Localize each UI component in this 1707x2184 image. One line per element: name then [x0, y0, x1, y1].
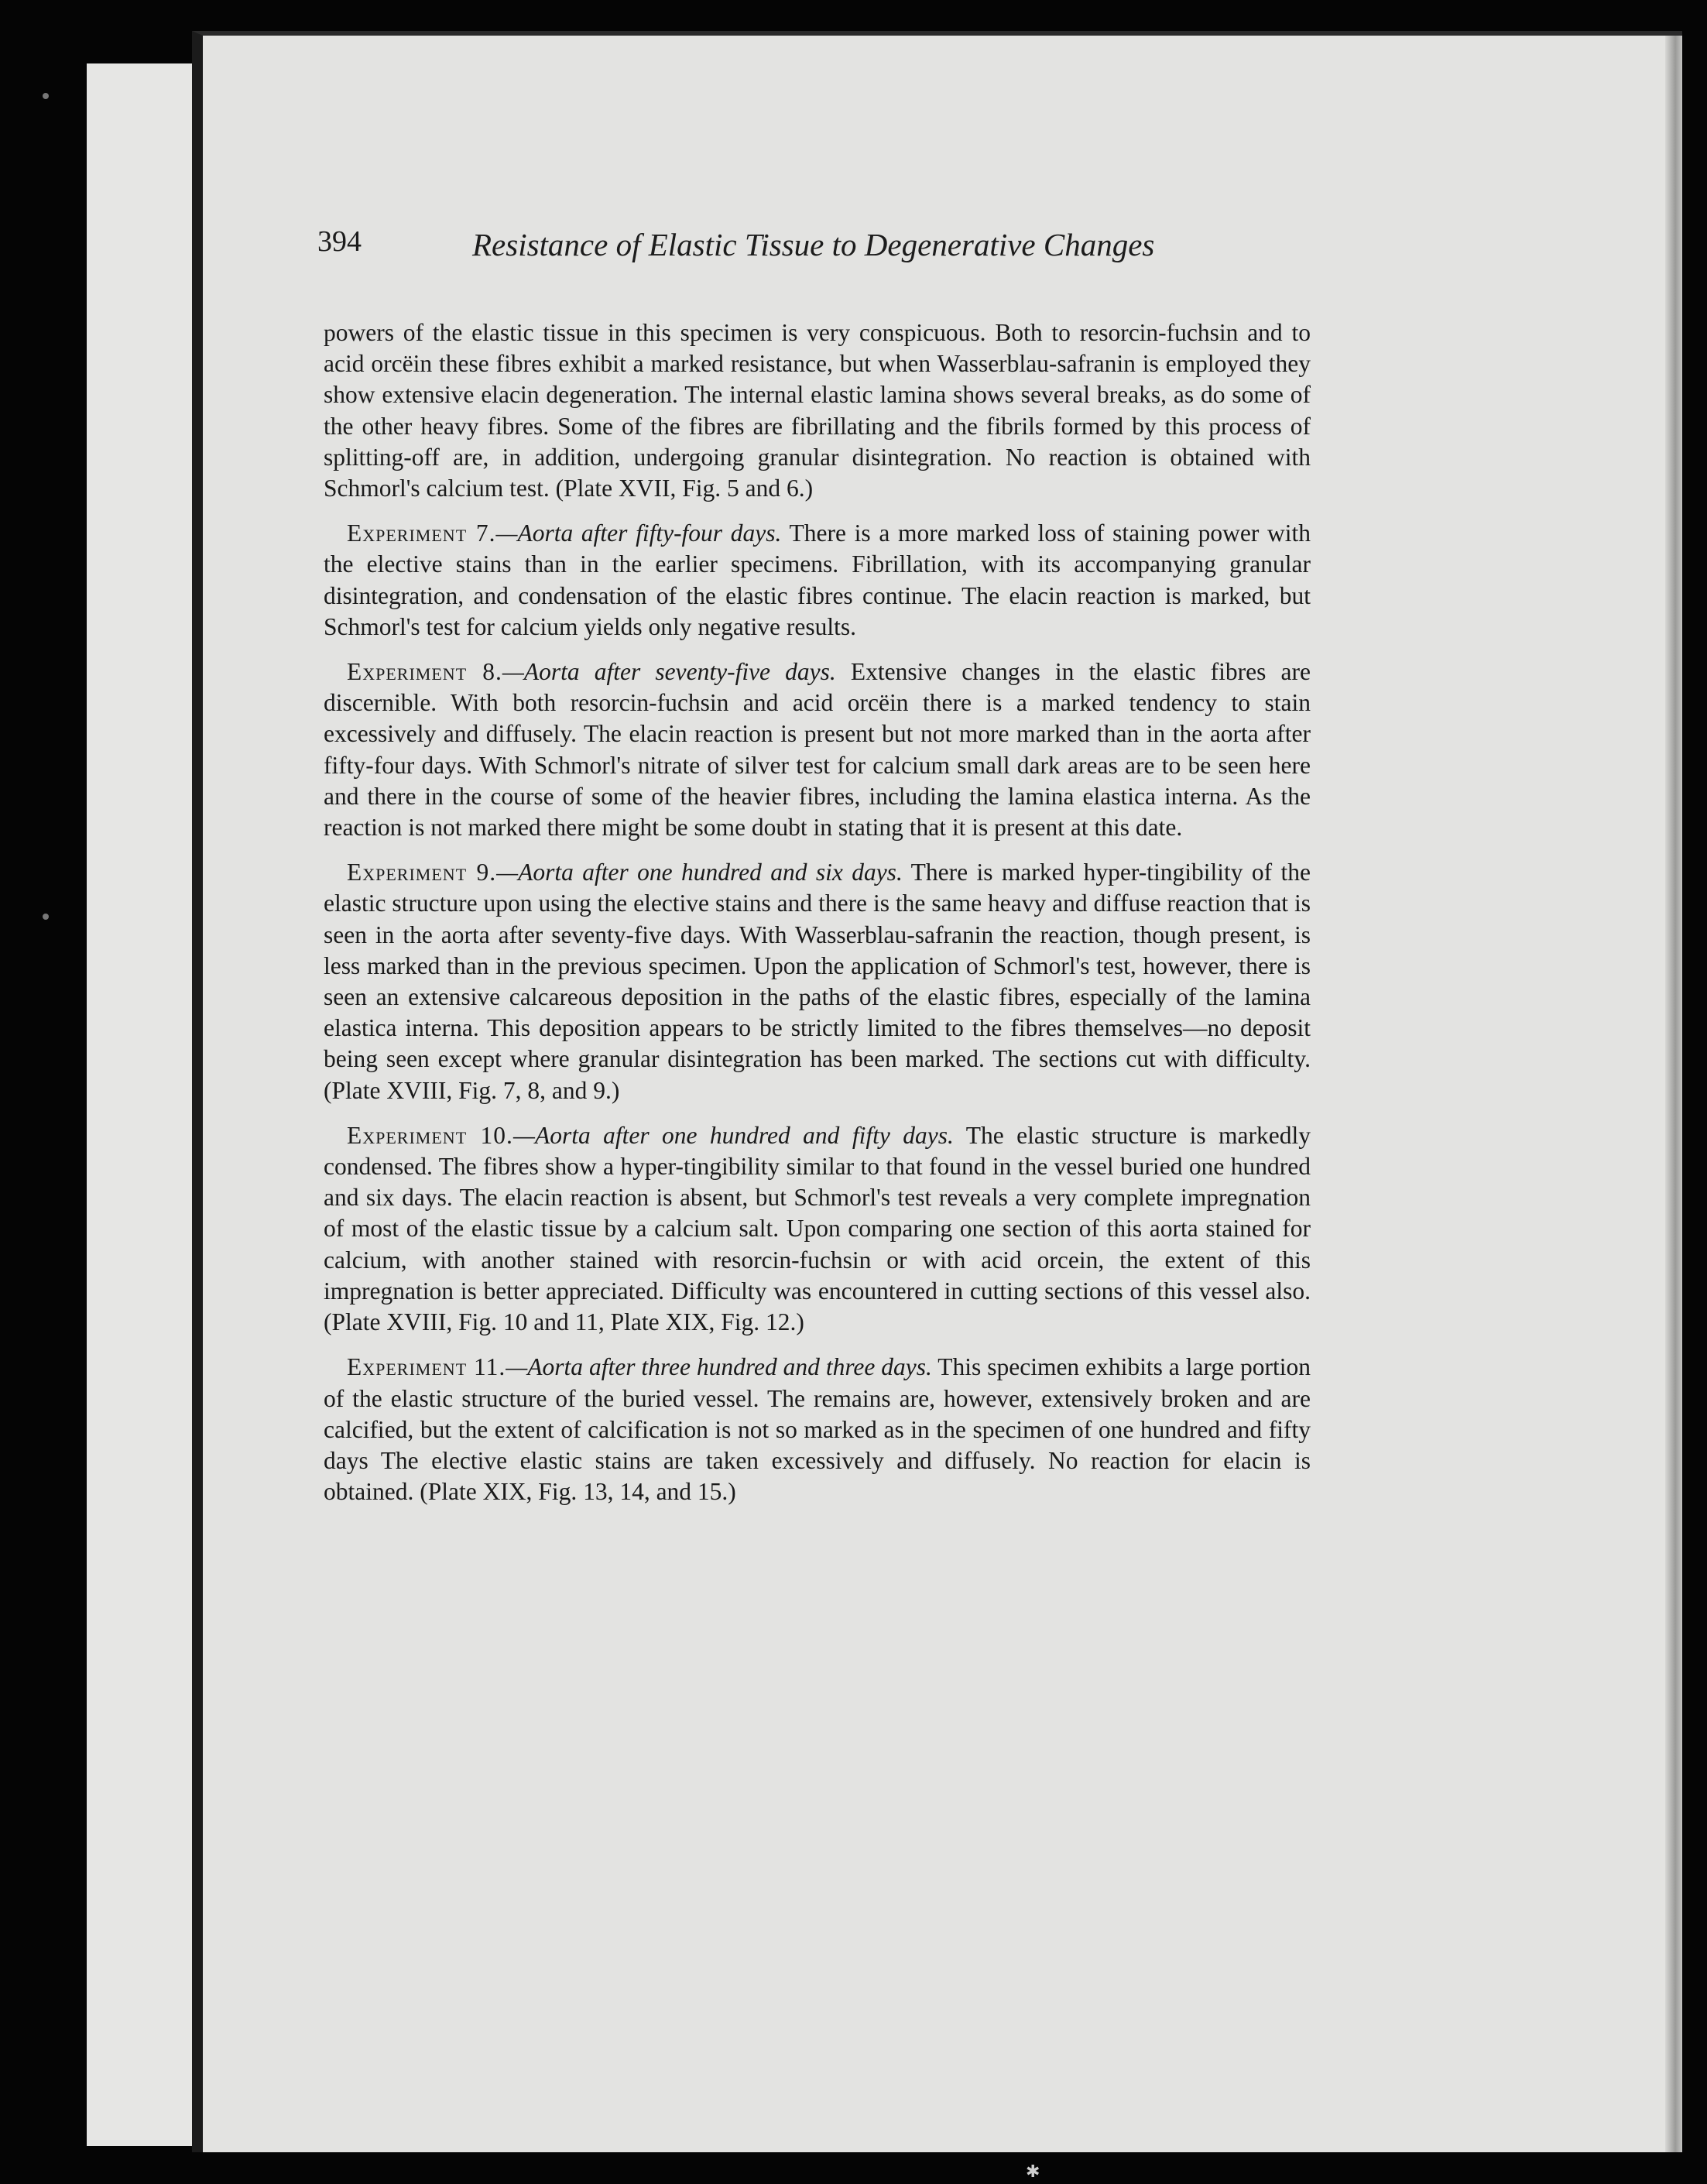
paragraph-text: This specimen exhibits a large portion of the elastic structure of the buried vessel. The remains are, however, extensively broken and are calcified, but the extent of calcification is not so marked as in the specimen of one hundred and fifty days The elective elastic stains are taken excessively and diffusely. No reaction for elacin is obtained. (Plate XIX, Fig. 13, 14, and 15.): [324, 1353, 1311, 1506]
experiment-11-paragraph: [324, 1352, 1311, 1507]
experiment-label: Experiment 9.: [347, 859, 497, 886]
experiment-label: Experiment 8.: [347, 658, 502, 686]
paragraph-text: Extensive changes in the elastic fibres are discernible. With both resorcin-fuchsin and acid orcëin there is a marked tendency to stain excessively and diffusely. The elacin reaction is present but not more marked than in the aorta after fifty-four days. With Schmorl's nitrate of silver test for calcium small dark areas are to be seen here and there in the course of some of the heavier fibres, including the lamina elastica interna. As the reaction is not marked there might be some doubt in stating that it is present at this date.: [324, 658, 1311, 842]
experiment-8-paragraph: [324, 657, 1311, 843]
scan-mark-icon: ✱: [1026, 2162, 1040, 2181]
page-edge-shadow: [1665, 36, 1682, 2152]
paragraph-text: The elastic structure is markedly condensed. The fibres show a hyper-tingibility similar to that found in the vessel buried one hundred and six days. The elacin reaction is absent, but Schmorl's test reveals a very complete impregnation of most of the elastic tissue by a calcium salt. Upon comparing one section of this aorta stained for calcium, with another stained with resorcin-fuchsin or with acid orcein, the extent of this impregnation is better appreciated. Difficulty was encountered in cutting sections of this vessel also. (Plate XVIII, Fig. 10 and 11, Plate XIX, Fig. 12.): [324, 1121, 1311, 1336]
paragraph-text: There is a more marked loss of staining power with the elective stains than in the earlier specimens. Fibrillation, with its accompanying granular disintegration, and condensation of the elastic fibres continue. The elacin reaction is marked, but Schmorl's test for calcium yields only negative results.: [324, 519, 1311, 640]
experiment-title: —Aorta after one hundred and six days.: [496, 859, 903, 886]
experiment-label: Experiment 7.: [347, 519, 496, 547]
experiment-title: —Aorta after fifty-four days.: [495, 519, 782, 547]
running-title: Resistance of Elastic Tissue to Degenerative Changes: [472, 227, 1155, 262]
experiment-9-paragraph: [324, 857, 1311, 1106]
facing-page-strip: [87, 63, 203, 2146]
experiment-10-paragraph: [324, 1120, 1311, 1338]
page-number: 394: [317, 225, 362, 258]
experiment-7-paragraph: [324, 518, 1311, 643]
experiment-title: —Aorta after one hundred and fifty days.: [512, 1121, 954, 1149]
paragraph-text: There is marked hyper-tingibility of the elastic structure upon using the elective stains and there is the same heavy and diffuse reaction that is seen in the aorta after seventy-five days. With Wasserblau-safranin the reaction, though present, is less marked than in the previous specimen. Upon the application of Schmorl's test, however, there is seen an extensive calcareous deposition in the paths of the elastic fibres, especially of the lamina elastica interna. This deposition appears to be strictly limited to the fibres themselves—no deposit being seen except where granular disintegration has been marked. The sections cut with difficulty. (Plate XVIII, Fig. 7, 8, and 9.): [324, 859, 1311, 1104]
paragraph-text: powers of the elastic tissue in this specimen is very conspicuous. Both to resorcin-fuchsin and to acid orcëin these fibres exhibit a marked resistance, but when Wasserblau-safranin is employed they show extensive elacin degeneration. The internal elastic lamina shows several breaks, as do some of the other heavy fibres. Some of the fibres are fibrillating and the fibrils formed by this process of splitting-off are, in addition, undergoing granular disintegration. No reaction is obtained with Schmorl's calcium test. (Plate XVII, Fig. 5 and 6.): [324, 319, 1311, 502]
experiment-label: Experiment 10.: [347, 1121, 513, 1149]
experiment-label: Experiment 11.: [347, 1353, 506, 1381]
body-text: [324, 317, 1311, 1521]
scan-speck: [43, 914, 49, 920]
experiment-title: —Aorta after seventy-five days.: [502, 658, 836, 686]
experiment-title: —Aorta after three hundred and three days.: [506, 1353, 932, 1381]
paragraph-continuation: [324, 317, 1311, 504]
scan-speck: [43, 93, 49, 99]
